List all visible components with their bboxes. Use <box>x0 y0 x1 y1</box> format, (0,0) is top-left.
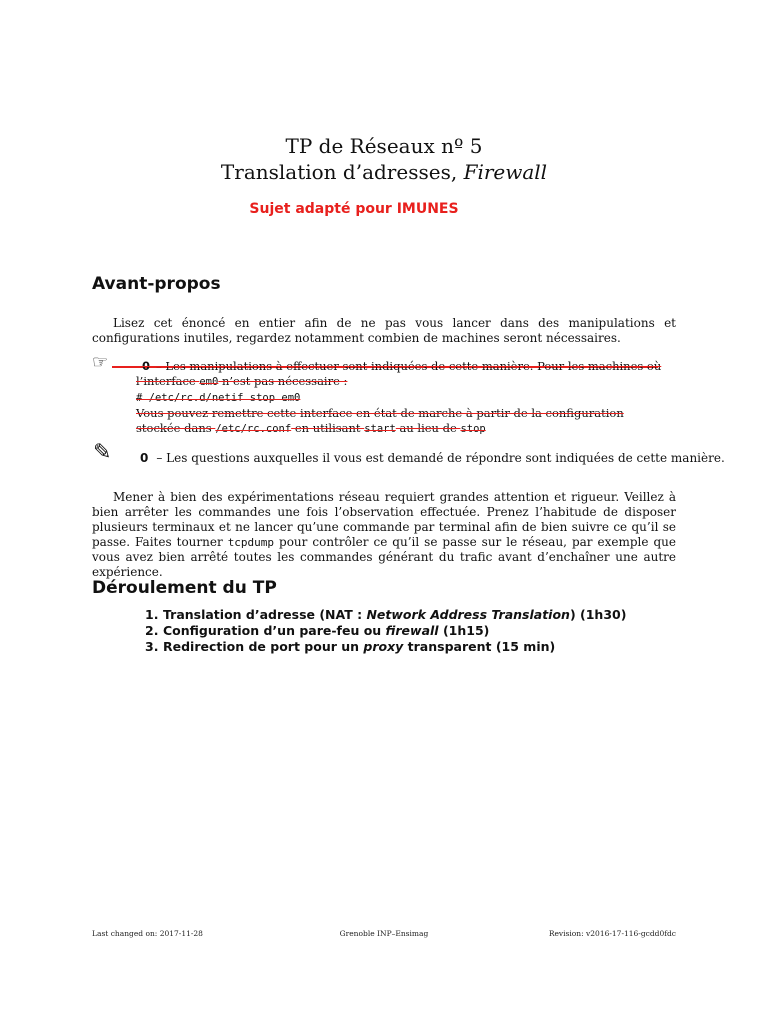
intro-paragraph: Lisez cet énoncé en entier afin de ne pas vous lancer dans des manipulations et configurations inutiles, regardez notamment combien de machines seront nécessaires. <box>92 316 676 345</box>
toc-text: ) (1h30) <box>569 607 627 622</box>
toc-text: Translation d’adresse (NAT : <box>163 607 367 622</box>
manip-example <box>136 359 662 437</box>
section-heading-deroulement: Déroulement du TP <box>92 578 277 598</box>
manip-command: # /etc/rc.d/netif stop em0 <box>136 392 301 404</box>
manip-dash: – <box>156 359 162 373</box>
manip-text: n’est pas nécessaire : <box>218 374 348 388</box>
toc-italic: proxy <box>363 639 404 654</box>
pencil-icon: ✎ <box>93 440 112 465</box>
toc-italic: Network Address Translation <box>366 607 570 622</box>
manip-number: 0 <box>142 359 151 373</box>
question-example <box>140 451 725 465</box>
toc-number: 1. <box>145 607 159 622</box>
advice-text: Mener à bien des expérimentations réseau requiert grandes attention et rigueur. Veillez à bien arrêter les commandes une fois l’observation effectuée. Prenez l’habitude de disposer plusieurs terminaux et ne lancer qu’une commande par terminal afin de bien suivre ce qu’il se passe. Faites tourner <box>92 490 676 549</box>
toc-text: Redirection de port pour un <box>163 639 364 654</box>
advice-paragraph <box>92 490 676 580</box>
toc-item <box>145 623 626 639</box>
toc-number: 3. <box>145 639 159 654</box>
advice-text: pour contrôler ce qu’il se passe sur le réseau, par exemple que vous avez bien arrêté toutes les commandes générant du trafic avant d’enchaîner une autre expérience. <box>92 535 676 579</box>
toc-text: Configuration d’un pare-feu ou <box>163 623 386 638</box>
title-italic: Firewall <box>463 160 548 184</box>
manip-code: stop <box>460 423 486 435</box>
manip-text: en utilisant <box>291 421 365 435</box>
subtitle: Sujet adapté pour IMUNES <box>249 201 459 217</box>
pointing-hand-icon: ☞ <box>92 352 109 373</box>
manip-text: Les manipulations à effectuer sont indiquées de cette manière. Pour les machines où l’interface <box>136 359 662 388</box>
toc-italic: firewall <box>385 623 439 638</box>
footer-last-changed: Last changed on: 2017-11-28 <box>92 929 203 938</box>
question-text: – Les questions auxquelles il vous est demandé de répondre sont indiquées de cette manière. <box>156 451 725 465</box>
manip-code: /etc/rc.conf <box>215 423 292 435</box>
document-title: TP de Réseaux nº 5 <box>285 134 483 158</box>
question-number: 0 <box>140 451 149 465</box>
toc-text: (1h15) <box>438 623 490 638</box>
footer-revision: Revision: v2016-17-116-gcdd0fdc <box>548 929 676 938</box>
toc-number: 2. <box>145 623 159 638</box>
manip-code: start <box>364 423 396 435</box>
toc-item <box>145 639 626 655</box>
toc-item <box>145 607 626 623</box>
toc-list <box>145 607 626 655</box>
advice-code: tcpdump <box>227 536 275 549</box>
manip-text: Vous pouvez remettre cette interface en état de marche à partir de la configuration stockée dans <box>136 406 624 435</box>
section-heading-avant-propos: Avant-propos <box>92 274 221 294</box>
document-title-line2 <box>0 160 768 184</box>
title-prefix: Translation d’adresses, <box>220 160 464 184</box>
manip-text: au lieu de <box>395 421 461 435</box>
manip-code: em0 <box>199 376 219 388</box>
footer-institution: Grenoble INP–Ensimag <box>339 929 429 938</box>
toc-text: transparent (15 min) <box>403 639 556 654</box>
